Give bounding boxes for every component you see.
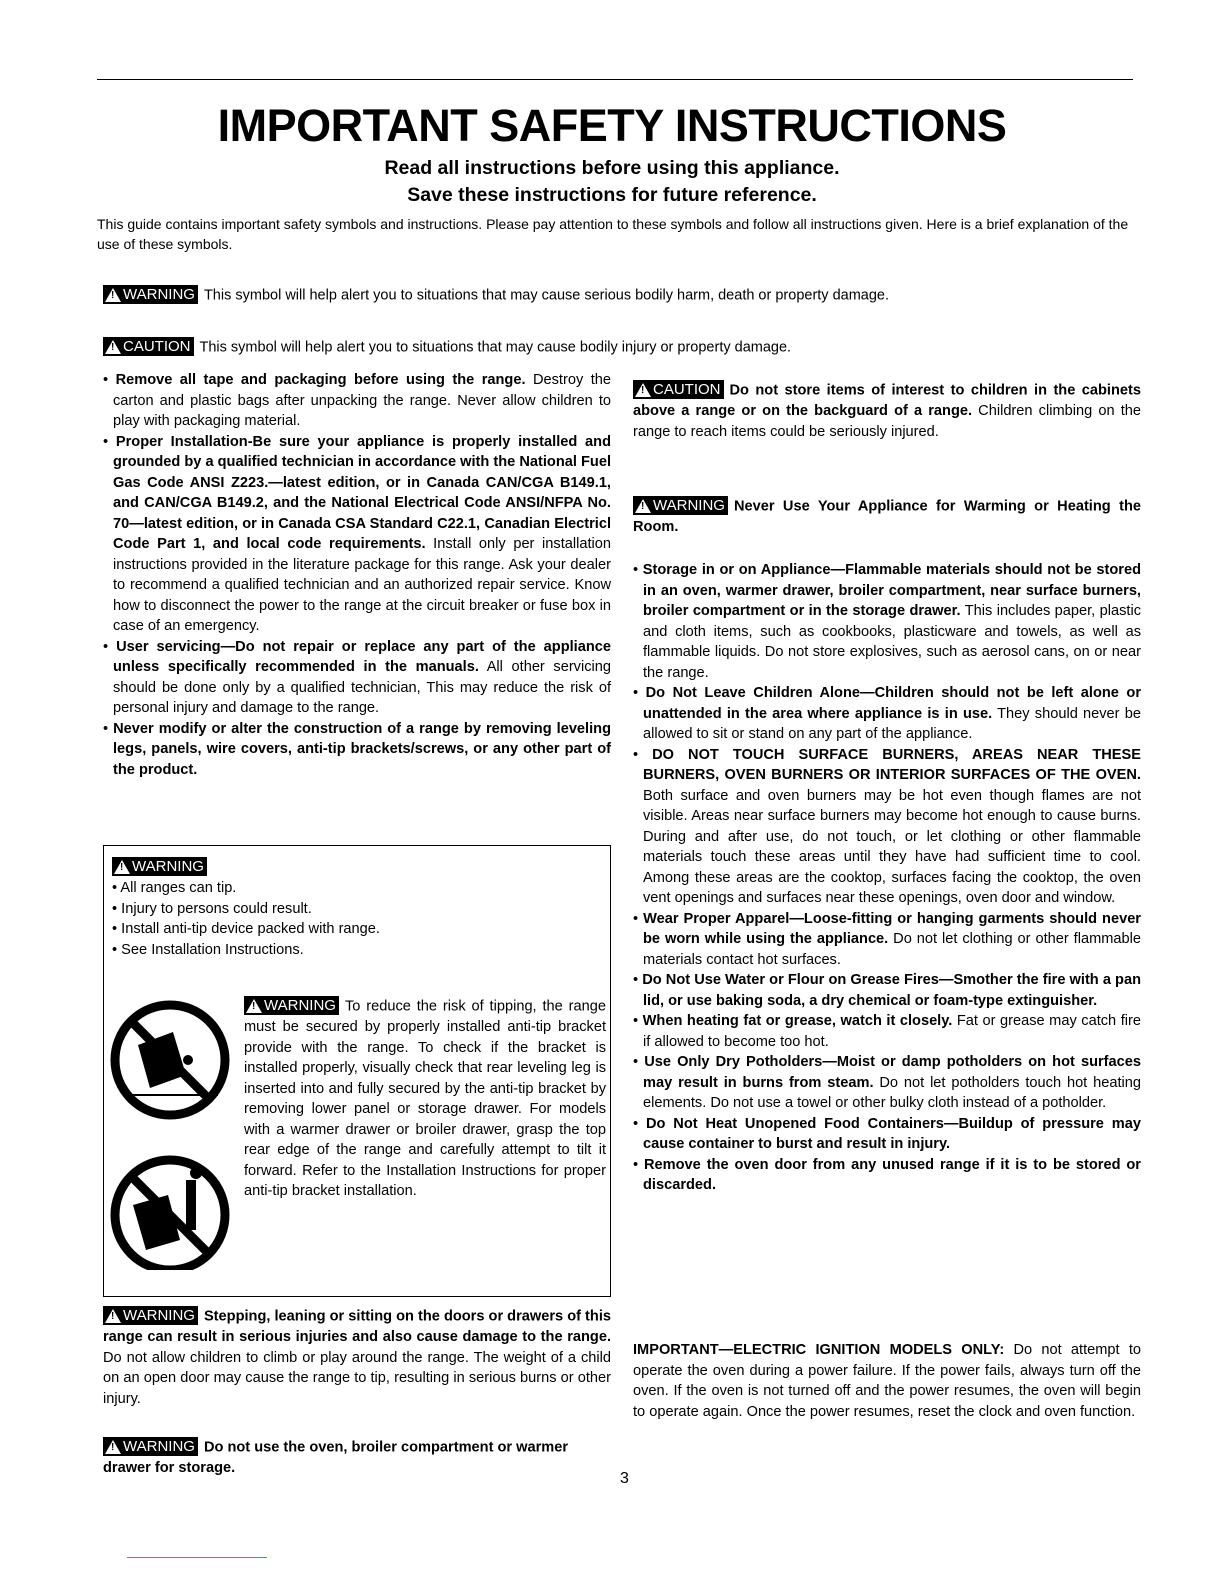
warning-lead: Stepping, leaning or sitting on the doors or drawers of this range can result in serious injuries and also cause damage to the range.: [103, 1308, 611, 1345]
warning-badge: [103, 1306, 198, 1325]
warning-badge: [103, 1437, 198, 1456]
warning-badge: [112, 857, 207, 876]
bullet-storage: • Storage in or on Appliance—Flammable materials should not be stored in an oven, warmer drawer, broiler compartment, near surface burners, broiler compartment or in the storage drawer. This includes paper, plastic and cloth items, such as cookbooks, plasticware and towels, as well as flammable liquids. Do not store explosives, such as aerosol cans, on or near the range.: [633, 562, 1141, 681]
bullet-surfaces: • DO NOT TOUCH SURFACE BURNERS, AREAS NEAR THESE BURNERS, OVEN BURNERS OR INTERIOR SURFACES OF THE OVEN. Both surface and oven burners may be hot even though flames are not visible. Areas near surface burners may become hot enough to cause burns. During and after use, do not touch, or let clothing or other flammable materials touch these areas until they have had sufficient time to cool. Among these areas are the cooktop, surfaces facing the cooktop, the oven vent openings and surfaces near these openings, oven door and window.: [633, 746, 1141, 906]
warning-badge: [244, 996, 339, 1015]
badge-label: WARNING: [132, 858, 204, 875]
badge-label: CAUTION: [123, 338, 191, 355]
bullet-text: This includes paper, plastic and cloth items, such as cookbooks, plasticware and towels, as well as flammable liquids. Do not store explosives, such as aerosol cans, on or near the range.: [643, 603, 1141, 681]
caution-text: Children climbing on the range to reach items could be seriously injured.: [633, 403, 1141, 440]
warning-text: Do not allow children to climb or play around the range. The weight of a child on an open door may cause the range to tip, resulting in serious burns or other injury.: [103, 1349, 611, 1407]
warning-lead: Do not use the oven, broiler compartment or warmer drawer for storage.: [103, 1439, 569, 1476]
important-ignition: [633, 1340, 1141, 1422]
important-text: Do not attempt to operate the oven during a power failure. If the power fails, always turn off the oven. If the oven is not turned off and the power resumes, the oven will begin to operate again. Once the power resumes, reset the clock and oven function.: [633, 1342, 1141, 1420]
bullet-text: All other servicing should be done only by a qualified technician, This may reduce the risk of personal injury and damage to the range.: [113, 659, 611, 716]
item-text: Injury to persons could result.: [121, 900, 312, 917]
bullet-lead: Remove all tape and packaging before using the range.: [115, 372, 526, 388]
tipping-child-icon: [115, 1005, 225, 1115]
subtitle-save: Save these instructions for future reference.: [407, 184, 817, 206]
legend-caution: [103, 337, 791, 356]
bullet-lead: Wear Proper Apparel—Loose-fitting or hanging garments should never be worn while using the appliance.: [643, 910, 1141, 947]
page-title: IMPORTANT SAFETY INSTRUCTIONS: [217, 100, 1007, 151]
bullet-fat: • When heating fat or grease, watch it closely. Fat or grease may catch fire if allowed to become too hot.: [633, 1013, 1141, 1050]
alert-triangle-icon: [635, 383, 651, 397]
bullet-lead: When heating fat or grease, watch it closely.: [642, 1013, 953, 1029]
legend-text: This symbol will help alert you to situations that may cause serious bodily harm, death or property damage.: [203, 287, 890, 304]
bullet-installation: • Proper Installation-Be sure your appliance is properly installed and grounded by a qualified technician in accordance with the National Fuel Gas Code ANSI Z223.—latest edition, or in Canada CAN/CGA B149.1, and CAN/CGA B149.2, and the National Electrical Code ANSI/NFPA No. 70—latest edition, or in Canada CSA Standard C22.1, Canadian Electricl Code Part 1, and local code requirements. Install only per installation instructions provided in the literature package for this range. Ask your dealer to recommend a qualified technician and an authorized repair service. Know how to disconnect the power to the range at the circuit breaker or fuse box in case of an emergency.: [103, 433, 611, 634]
caution-badge: [103, 337, 194, 356]
caution-lead: Do not store items of interest to children in the cabinets above a range or on the backguard of a range.: [633, 382, 1141, 419]
bullet-packaging: • Remove all tape and packaging before using the range. Destroy the carton and plastic bags after unpacking the range. Never allow children to play with packaging material.: [103, 372, 611, 429]
tipping-person-icon: [115, 1160, 225, 1270]
warning-lead: Never Use Your Appliance for Warming or Heating the Room.: [633, 498, 1141, 535]
badge-label: CAUTION: [653, 381, 721, 398]
footer-rule: [127, 1557, 267, 1558]
list-item: • All ranges can tip.: [112, 880, 237, 896]
legend-text: This symbol will help alert you to situations that may cause bodily injury or property damage.: [199, 339, 792, 356]
list-item: • Install anti-tip device packed with range.: [112, 921, 380, 937]
item-text: All ranges can tip.: [120, 880, 237, 896]
bullet-lead: Do Not Heat Unopened Food Containers—Buildup of pressure may cause container to burst and result in injury.: [643, 1115, 1141, 1152]
bullet-text: Destroy the carton and plastic bags after unpacking the range. Never allow children to play with packaging material.: [113, 372, 611, 429]
bullet-text: Install only per installation instructions provided in the literature package for this range. Ask your dealer to recommend a qualified technician and an authorized repair service. Know how to disconnect the power to the range at the circuit breaker or fuse box in case of an emergency.: [113, 536, 611, 634]
bullet-apparel: • Wear Proper Apparel—Loose-fitting or hanging garments should never be worn while using the appliance. Do not let clothing or other flammable materials contact hot surfaces.: [633, 910, 1141, 968]
bullet-lead: Do Not Use Water or Flour on Grease Fires—Smother the fire with a pan lid, or use baking soda, a dry chemical or foam-type extinguisher.: [642, 972, 1141, 1009]
left-bullets: [103, 370, 611, 780]
right-bullets: [633, 560, 1141, 1196]
no-tipping-pictograms: [108, 1000, 238, 1270]
badge-label: WARNING: [123, 1438, 195, 1455]
caution-badge: [633, 380, 724, 399]
bullet-servicing: • User servicing—Do not repair or replace any part of the appliance unless specifically recommended in the manuals. All other servicing should be done only by a qualified technician, This may reduce the risk of personal injury and damage to the range.: [103, 638, 611, 716]
alert-triangle-icon: [114, 860, 130, 874]
warning-badge: [633, 496, 728, 515]
alert-triangle-icon: [246, 999, 262, 1013]
bullet-text: They should never be allowed to sit or stand on any part of the appliance.: [643, 705, 1141, 742]
badge-label: WARNING: [123, 286, 195, 303]
top-rule: [97, 79, 1133, 80]
page-number: 3: [620, 1470, 629, 1487]
alert-triangle-icon: [105, 340, 121, 354]
warning-heating: [633, 496, 1141, 538]
subtitle-read: Read all instructions before using this appliance.: [384, 157, 840, 179]
bullet-lead: DO NOT TOUCH SURFACE BURNERS, AREAS NEAR THESE BURNERS, OVEN BURNERS OR INTERIOR SURFACES OF THE OVEN.: [643, 746, 1141, 783]
bullet-lead: Remove the oven door from any unused range if it is to be stored or discarded.: [643, 1156, 1141, 1193]
bullet-lead: Use Only Dry Potholders—Moist or damp potholders on hot surfaces may result in burns from steam.: [643, 1054, 1141, 1091]
bullet-children: • Do Not Leave Children Alone—Children should not be left alone or unattended in the area where appliance is in use. They should never be allowed to sit or stand on any part of the appliance.: [633, 685, 1141, 742]
bullet-text: Do not let potholders touch hot heating elements. Do not use a towel or other bulky cloth instead of a potholder.: [643, 1074, 1141, 1111]
bullet-lead: Never modify or alter the construction of a range by removing leveling legs, panels, wire covers, anti-tip brackets/screws, or any other part of the product.: [113, 720, 611, 778]
alert-triangle-icon: [105, 288, 121, 302]
bullet-lead: Storage in or on Appliance—Flammable materials should not be stored in an oven, warmer drawer, broiler compartment, near surface burners, broiler compartment or in the storage drawer.: [642, 562, 1141, 619]
bullet-text: Both surface and oven burners may be hot even though flames are not visible. Areas near surface burners may become hot enough to cause burns. During and after use, do not touch, or let clothing or other flammable materials touch these areas until they have had sufficient time to cool. Among these areas are the cooktop, surfaces facing the cooktop, the oven vent openings and surfaces near these openings, oven door and window.: [643, 787, 1141, 906]
bullet-lead: Do Not Leave Children Alone—Children should not be left alone or unattended in the area where appliance is in use.: [643, 685, 1141, 722]
warning-storage: [103, 1437, 611, 1479]
badge-label: WARNING: [653, 497, 725, 514]
caution-children: [633, 380, 1141, 442]
alert-triangle-icon: [105, 1309, 121, 1323]
list-item: • Injury to persons could result.: [112, 900, 312, 917]
tip-text: To reduce the risk of tipping, the range must be secured by properly installed anti-tip bracket provide with the range. To check if the bracket is installed properly, visually check that rear leveling leg is inserted into and fully secured by the anti-tip bracket by removing lower panel or storage drawer. For models with a warmer drawer or broiler drawer, grasp the top rear edge of the range and carefully attempt to tilt it forward. Refer to the Installation Instructions for proper anti-tip bracket installation.: [244, 998, 606, 1199]
intro-text: This guide contains important safety symbols and instructions. Please pay attention to these symbols and follow all instructions given. Here is a brief explanation of the use of these symbols.: [97, 216, 1129, 252]
bullet-potholders: • Use Only Dry Potholders—Moist or damp potholders on hot surfaces may result in burns from steam. Do not let potholders touch hot heating elements. Do not use a towel or other bulky cloth instead of a potholder.: [633, 1054, 1141, 1111]
alert-triangle-icon: [635, 499, 651, 513]
anti-tip-instructions: [244, 996, 606, 1202]
bullet-containers: • Do Not Heat Unopened Food Containers—Buildup of pressure may cause container to burst and result in injury.: [633, 1115, 1141, 1152]
bullet-grease-fires: • Do Not Use Water or Flour on Grease Fires—Smother the fire with a pan lid, or use baking soda, a dry chemical or foam-type extinguisher.: [633, 972, 1141, 1009]
bullet-text: Do not let clothing or other flammable materials contact hot surfaces.: [643, 931, 1141, 968]
bullet-lead: Proper Installation-Be sure your appliance is properly installed and grounded by a qualified technician in accordance with the National Fuel Gas Code ANSI Z223.—latest edition, or in Canada CAN/CGA B149.1, and CAN/CGA B149.2, and the National Electrical Code ANSI/NFPA No. 70—latest edition, or in Canada CSA Standard C22.1, Canadian Electricl Code Part 1, and local code requirements.: [113, 433, 611, 552]
item-text: Install anti-tip device packed with range.: [121, 921, 380, 937]
bullet-lead: User servicing—Do not repair or replace any part of the appliance unless specifically recommended in the manuals.: [113, 638, 611, 675]
warning-badge: [103, 285, 198, 304]
item-text: See Installation Instructions.: [121, 941, 304, 958]
badge-label: WARNING: [264, 997, 336, 1014]
warning-stepping: [103, 1306, 611, 1409]
alert-triangle-icon: [105, 1440, 121, 1454]
anti-tip-list: [112, 857, 602, 960]
list-item: • See Installation Instructions.: [112, 941, 304, 958]
badge-label: WARNING: [123, 1307, 195, 1324]
bullet-oven-door: • Remove the oven door from any unused range if it is to be stored or discarded.: [633, 1156, 1141, 1193]
bullet-text: Fat or grease may catch fire if allowed to become too hot.: [643, 1013, 1141, 1050]
important-lead: IMPORTANT—ELECTRIC IGNITION MODELS ONLY:: [633, 1342, 1005, 1358]
legend-warning: [103, 285, 889, 304]
bullet-modify: • Never modify or alter the construction of a range by removing leveling legs, panels, wire covers, anti-tip brackets/screws, or any other part of the product.: [103, 720, 611, 778]
